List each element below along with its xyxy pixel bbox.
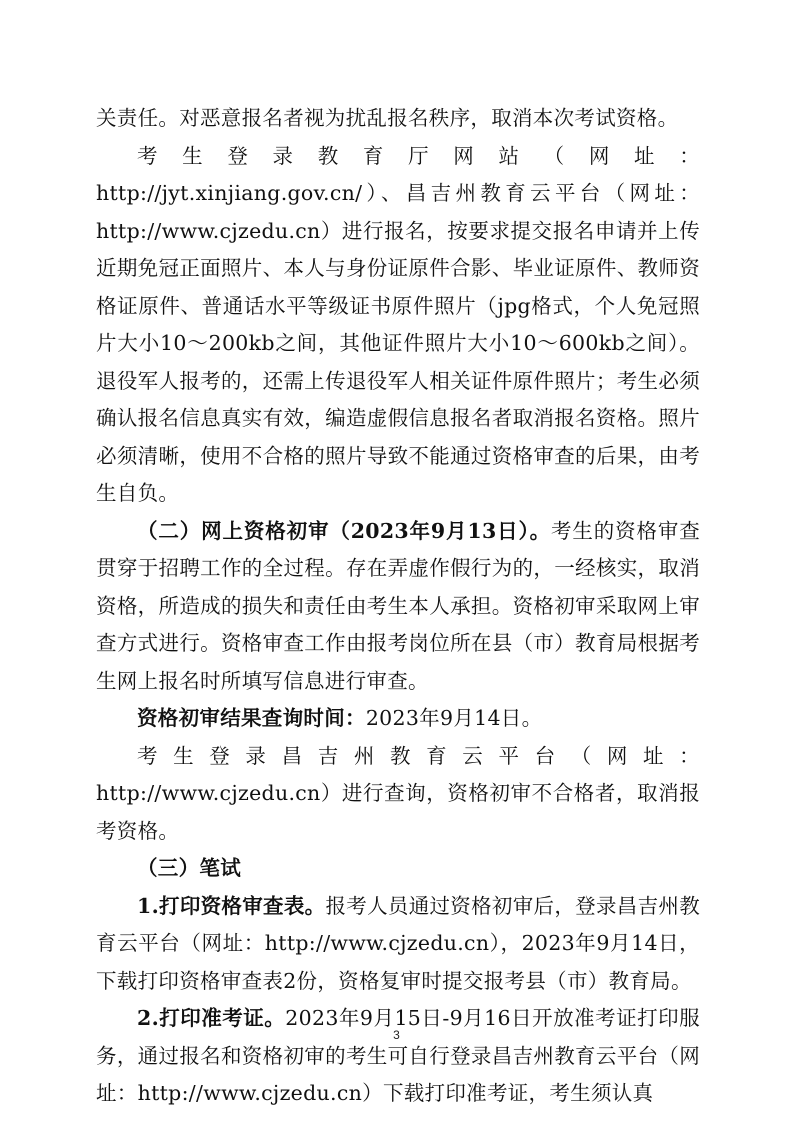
paragraph-continuation <box>96 100 700 138</box>
paragraph-result-query <box>96 738 700 851</box>
section-heading: （二）网上资格初审（2023年9月13日）。 <box>137 518 551 543</box>
paragraph-text: 考生登录教育厅网站（网址：http://jyt.xinjiang.gov.cn/）、昌吉州教育云平台（网址：http://www.cjzedu.cn）进行报名，按要求提交报名申请并上传近期免冠正面照片、本人与身份证原件合影、毕业证原件、教师资格证原件、普通话水平等级证书原件照片（jpg格式，个人免冠照片大小10～200kb之间，其他证件照片大小10～600kb之间）。退役军人报考的，还需上传退役军人相关证件原件照片；考生必须确认报名信息真实有效，编造虚假信息报名者取消报名资格。照片必须清晰，使用不合格的照片导致不能通过资格审查的后果，由考生自负。 <box>96 143 700 505</box>
item-heading: 2.打印准考证。 <box>137 1006 286 1030</box>
paragraph-print-admission-ticket <box>96 1000 700 1113</box>
paragraph-text: 2023年9月15日-9月16日开放准考证打印服务，通过报名和资格初审的考生可自行登录昌吉州教育云平台（网址：http://www.cjzedu.cn）下载打印准考证，考生须认真 <box>96 1006 700 1105</box>
inline-heading: 资格初审结果查询时间： <box>137 706 366 730</box>
paragraph-text: 关责任。对恶意报名者视为扰乱报名秩序，取消本次考试资格。 <box>96 106 679 130</box>
paragraph-text: 考生登录昌吉州教育云平台（网址：http://www.cjzedu.cn）进行查询，资格初审不合格者，取消报考资格。 <box>96 743 700 843</box>
paragraph-online-review <box>96 513 700 701</box>
paragraph-registration <box>96 138 700 513</box>
item-heading: 1.打印资格审查表。 <box>137 893 326 918</box>
paragraph-text: 考生的资格审查贯穿于招聘工作的全过程。存在弄虚作假行为的，一经核实，取消资格，所造成的损失和责任由考生本人承担。资格初审采取网上审查方式进行。资格审查工作由报考岗位所在县（市）教育局根据考生网上报名时所填写信息进行审查。 <box>96 518 700 693</box>
document-body <box>96 100 700 1113</box>
paragraph-print-review-form <box>96 888 700 1001</box>
paragraph-result-query-time <box>96 700 700 738</box>
paragraph-text: 2023年9月14日。 <box>365 706 543 730</box>
section-heading: （三）笔试 <box>137 856 241 880</box>
paragraph-written-exam-heading <box>96 850 700 888</box>
paragraph-text: 报考人员通过资格初审后，登录昌吉州教育云平台（网址：http://www.cjzedu.cn），2023年9月14日，下载打印资格审查表2份，资格复审时提交报考县（市）教育局。 <box>96 893 700 993</box>
page-number: 3 <box>393 1028 400 1042</box>
